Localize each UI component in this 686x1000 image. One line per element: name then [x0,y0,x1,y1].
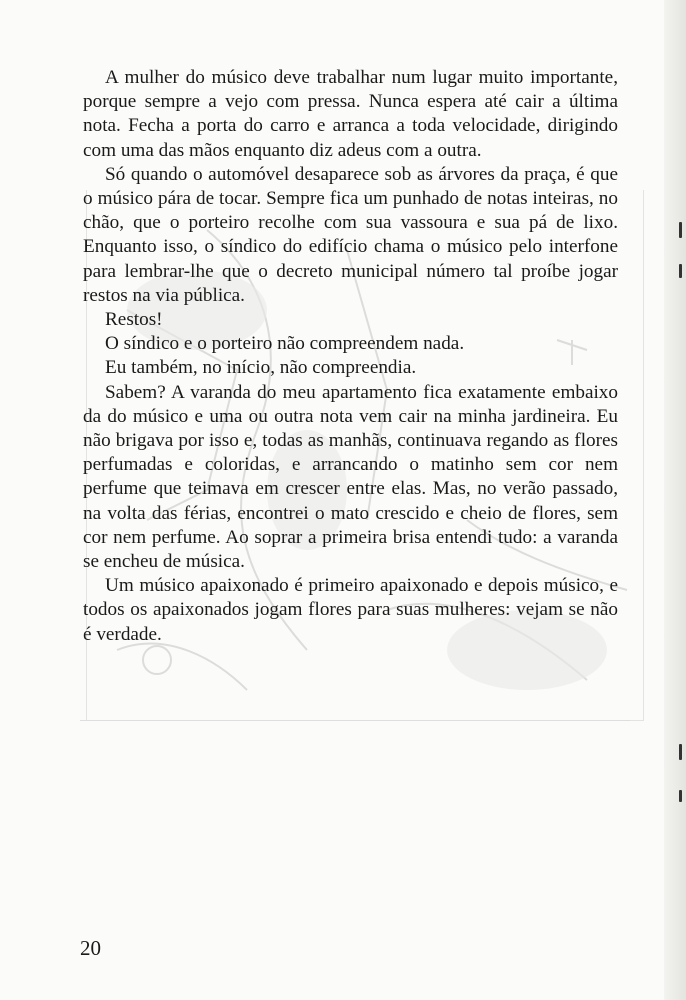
bleed-through-area [80,720,630,941]
paragraph: Sabem? A varanda do meu apartamento fica exatamente embaixo da do músico e uma ou outra nota vem cair na minha jardineira. Eu não brigava por isso e, todas as manhãs, continuava regando as flores perfumadas e coloridas, e arrancando o matinho sem cor nem perfume que teimava em crescer entre elas. Mas, no verão passado, na volta das férias, encontrei o mato crescido e cheio de flores, sem cor nem perfume. Ao soprar a primeira brisa entendi tudo: a varanda se encheu de música. [83,381,618,573]
binding-mark [679,744,682,760]
paragraph: Só quando o automóvel desaparece sob as árvores da praça, é que o músico pára de tocar. Sempre fica um punhado de notas inteiras, no chão, que o porteiro recolhe com sua vassoura e sua pá de lixo. Enquanto isso, o síndico do edifício chama o músico pelo interfone para lembrar-lhe que o decreto municipal número tal proíbe jogar restos na via pública. [83,163,618,306]
page-edge [664,0,686,1000]
paragraph: Restos! [105,309,163,331]
story-text [83,66,618,647]
paragraph: Um músico apaixonado é primeiro apaixonado e depois músico, e todos os apaixonados jogam flores para suas mulheres: vejam se não é verdade. [83,575,618,645]
page-number: 20 [80,936,101,960]
binding-mark [679,790,682,802]
paragraph: Eu também, no início, não compreendia. [105,357,417,379]
paragraph: O síndico e o porteiro não compreendem nada. [105,333,465,355]
binding-mark [679,264,682,278]
paragraph: A mulher do músico deve trabalhar num lugar muito importante, porque sempre a vejo com pressa. Nunca espera até cair a última nota. Fecha a porta do carro e arranca a toda velocidade, dirigindo com uma das mãos enquanto diz adeus com a outra. [83,67,618,161]
binding-mark [679,222,682,238]
